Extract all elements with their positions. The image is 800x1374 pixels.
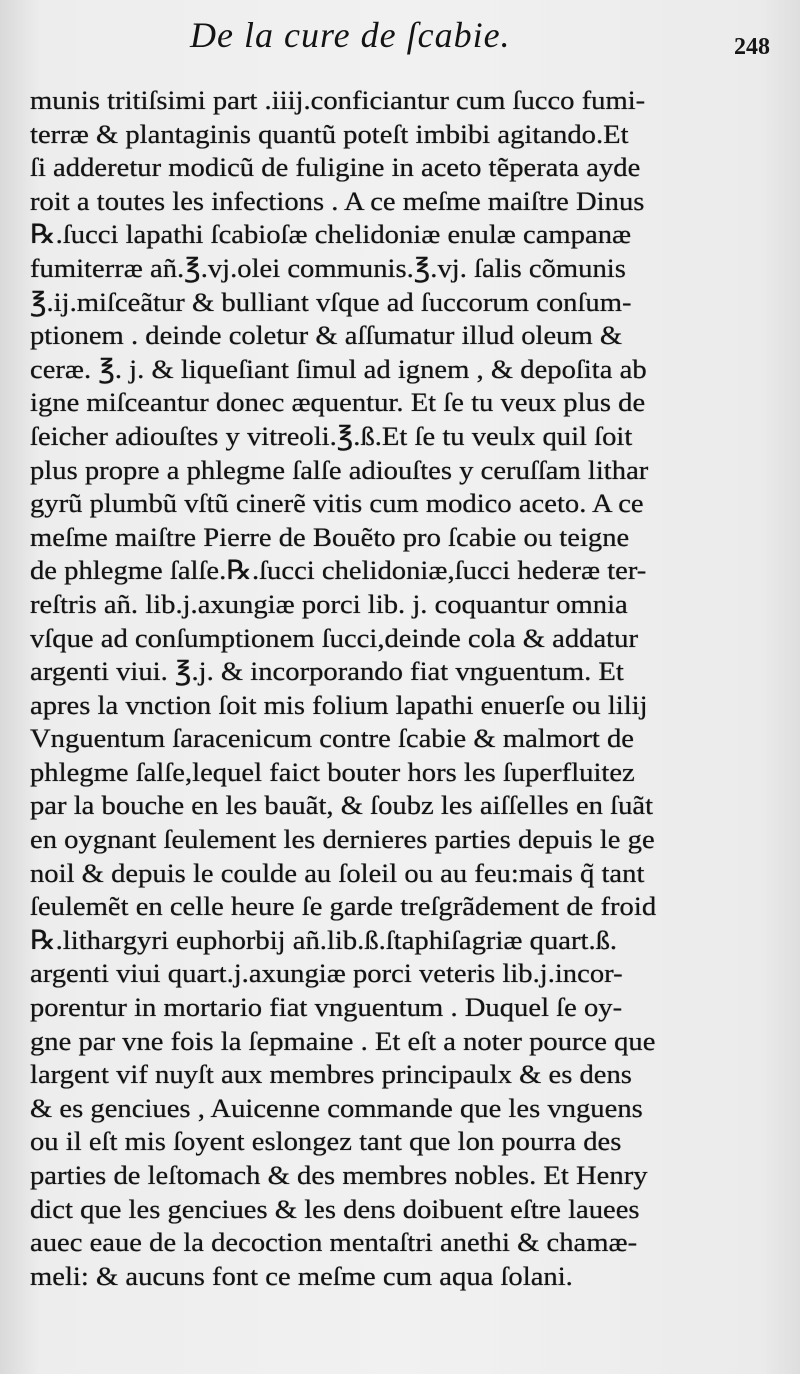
text-line: gyrũ plumbũ vſtũ cinerẽ vitis cum modico aceto. A ce	[30, 488, 644, 519]
text-line: plus propre a phlegme ſalſe adiouſtes y ceruſſam lithar	[30, 454, 649, 485]
text-line: ptionem . deinde coletur & aſſumatur illud oleum &	[30, 320, 623, 351]
text-line: & es genciues , Auicenne commande que les vnguens	[30, 1092, 643, 1123]
text-line: reſtris añ. lib.j.axungiæ porci lib. j. coquantur omnia	[30, 588, 628, 619]
text-line: phlegme ſalſe,lequel faict bouter hors les ſuperfluitez	[30, 756, 635, 787]
text-line: ſi adderetur modicũ de fuligine in aceto tẽperata ayde	[30, 152, 641, 183]
text-line: terræ & plantaginis quantũ poteſt imbibi agitando.Et	[30, 118, 629, 149]
text-line: Vnguentum ſaracenicum contre ſcabie & malmort de	[30, 723, 634, 754]
text-line: en oygnant ſeulement les dernieres parties depuis le ge	[30, 824, 655, 855]
text-line: ſeicher adiouſtes y vitreoli.℥.ß.Et ſe tu veulx quil ſoit	[30, 420, 633, 451]
text-line: ſeulemẽt en celle heure ſe garde treſgrãdement de froid	[30, 891, 657, 922]
text-line: argenti viui quart.j.axungiæ porci veteris lib.j.incor-	[30, 958, 623, 989]
text-line: roit a toutes les infections . A ce meſme maiſtre Dinus	[30, 185, 645, 216]
text-line: largent vif nuyſt aux membres principaulx & es dens	[30, 1059, 632, 1090]
text-line: ceræ. ℥. j. & liqueſiant ſimul ad ignem , & depoſita ab	[30, 353, 647, 384]
text-line: fumiterræ añ.℥.vj.olei communis.℥.vj. ſalis cõmunis	[30, 252, 626, 283]
text-line: ℞.ſucci lapathi ſcabioſæ chelidoniæ enulæ campanæ	[30, 219, 632, 250]
text-line: ou il eſt mis ſoyent eslongez tant que lon pourra des	[30, 1126, 622, 1157]
text-line: ℞.lithargyri euphorbij añ.lib.ß.ſtaphiſagriæ quart.ß.	[30, 924, 618, 955]
text-line: igne miſceantur donec æquentur. Et ſe tu veux plus de	[30, 387, 646, 418]
text-line: auec eaue de la decoction mentaſtri anethi & chamæ-	[30, 1227, 638, 1258]
text-line: par la bouche en les bauãt, & ſoubz les aiſſelles en ſuãt	[30, 790, 654, 821]
text-line: noil & depuis le coulde au ſoleil ou au feu:mais q̃ tant	[30, 857, 645, 888]
text-line: munis tritiſsimi part .iiij.conficiantur cum ſucco fumi-	[30, 85, 646, 115]
text-line: vſque ad conſumptionem ſucci,deinde cola & addatur	[30, 622, 638, 653]
page-number: 248	[734, 34, 770, 60]
text-line: argenti viui. ℥.j. & incorporando fiat vnguentum. Et	[30, 656, 624, 687]
text-line: porentur in mortario fiat vnguentum . Duquel ſe oy-	[30, 992, 623, 1023]
text-line: de phlegme ſalſe.℞.ſucci chelidoniæ,ſucci hederæ ter-	[30, 555, 647, 586]
text-line: dict que les genciues & les dens doibuent eſtre lauees	[30, 1193, 640, 1224]
text-line: meſme maiſtre Pierre de Bouẽto pro ſcabie ou teigne	[30, 521, 630, 552]
running-title: De la cure de ſcabie.	[190, 15, 511, 55]
text-line: apres la vnction ſoit mis folium lapathi enuerſe ou lilij	[30, 689, 648, 720]
text-line: meli: & aucuns font ce meſme cum aqua ſolani.	[30, 1260, 573, 1291]
text-line: ℥.ij.miſceãtur & bulliant vſque ad ſuccorum conſum-	[30, 286, 632, 317]
text-line: gne par vne fois la ſepmaine . Et eſt a noter pource que	[30, 1025, 656, 1056]
body-text	[30, 84, 750, 1293]
text-line: parties de leſtomach & des membres nobles. Et Henry	[30, 1160, 648, 1190]
